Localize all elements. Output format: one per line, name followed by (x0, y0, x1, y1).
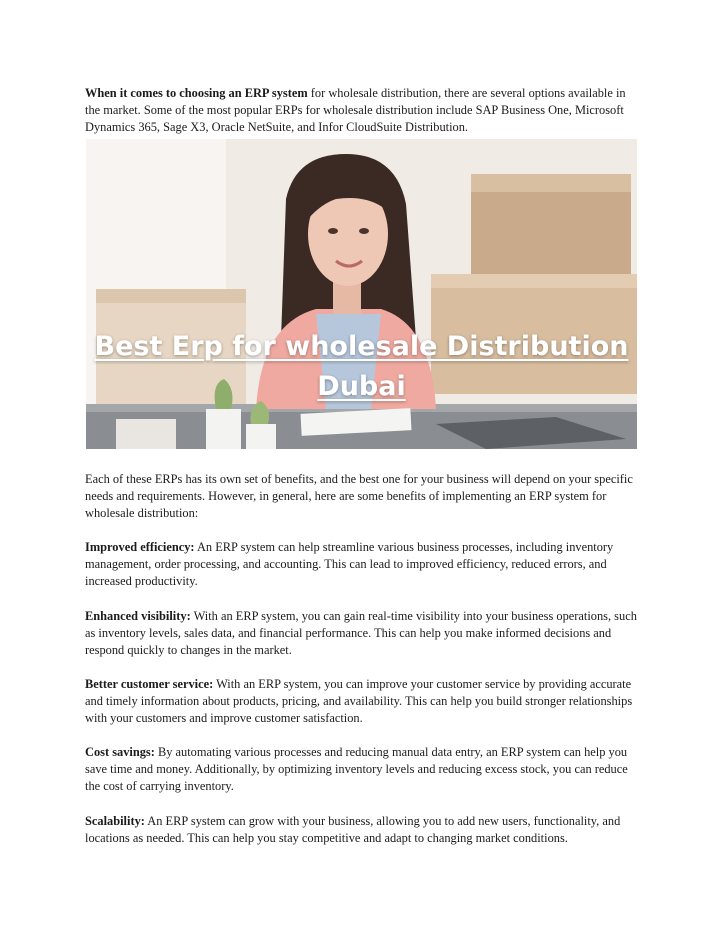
benefit-text: With an ERP system, you can improve your customer service by providing accurate and timely information about products, pricing, and availability. This can help you build stronger relationships with your customers and improve customer satisfaction. (85, 677, 633, 725)
benefit-text: With an ERP system, you can gain real-time visibility into your business operations, such as inventory levels, sales data, and financial performance. This can help you make informed decisions and respond quickly to changes in the market. (85, 609, 637, 657)
benefit-title: Enhanced visibility: (85, 609, 191, 623)
benefit-title: Cost savings: (85, 745, 155, 759)
benefit-item (85, 813, 641, 847)
benefit-item (85, 676, 641, 727)
benefit-title: Better customer service: (85, 677, 214, 691)
benefit-item (85, 744, 641, 795)
intro-text: for wholesale distribution, there are several options available in the market. Some of the most popular ERPs for wholesale distribution include SAP Business One, Microsoft Dynamics 365, Sage X3, Oracle NetSuite, and Infor CloudSuite Distribution. (85, 86, 626, 134)
hero-title-line1: Best Erp for wholesale Distribution (94, 331, 629, 362)
benefit-title: Scalability: (85, 814, 145, 828)
benefit-item (85, 539, 641, 590)
intro-lead-bold: When it comes to choosing an ERP system (85, 86, 308, 100)
benefit-text: An ERP system can help streamline various business processes, including inventory management, order processing, and accounting. This can lead to improved efficiency, reduced errors, and increased productivity. (85, 540, 614, 588)
benefit-item (85, 608, 641, 659)
intro-paragraph (85, 85, 641, 136)
benefit-title: Improved efficiency: (85, 540, 195, 554)
benefits-intro-paragraph: Each of these ERPs has its own set of benefits, and the best one for your business will depend on your specific needs and requirements. However, in general, here are some benefits of implementing an ERP system for wholesale distribution: (85, 472, 633, 520)
hero-image (86, 139, 637, 449)
benefit-text: By automating various processes and reducing manual data entry, an ERP system can help you save time and money. Additionally, by optimizing inventory levels and reducing excess stock, you can reduce the cost of carrying inventory. (85, 745, 628, 793)
hero-title (86, 327, 637, 407)
hero-title-line2: Dubai (317, 371, 406, 402)
benefit-text: An ERP system can grow with your business, allowing you to add new users, functionality, and locations as needed. This can help you stay competitive and adapt to changing market conditions. (85, 814, 621, 845)
